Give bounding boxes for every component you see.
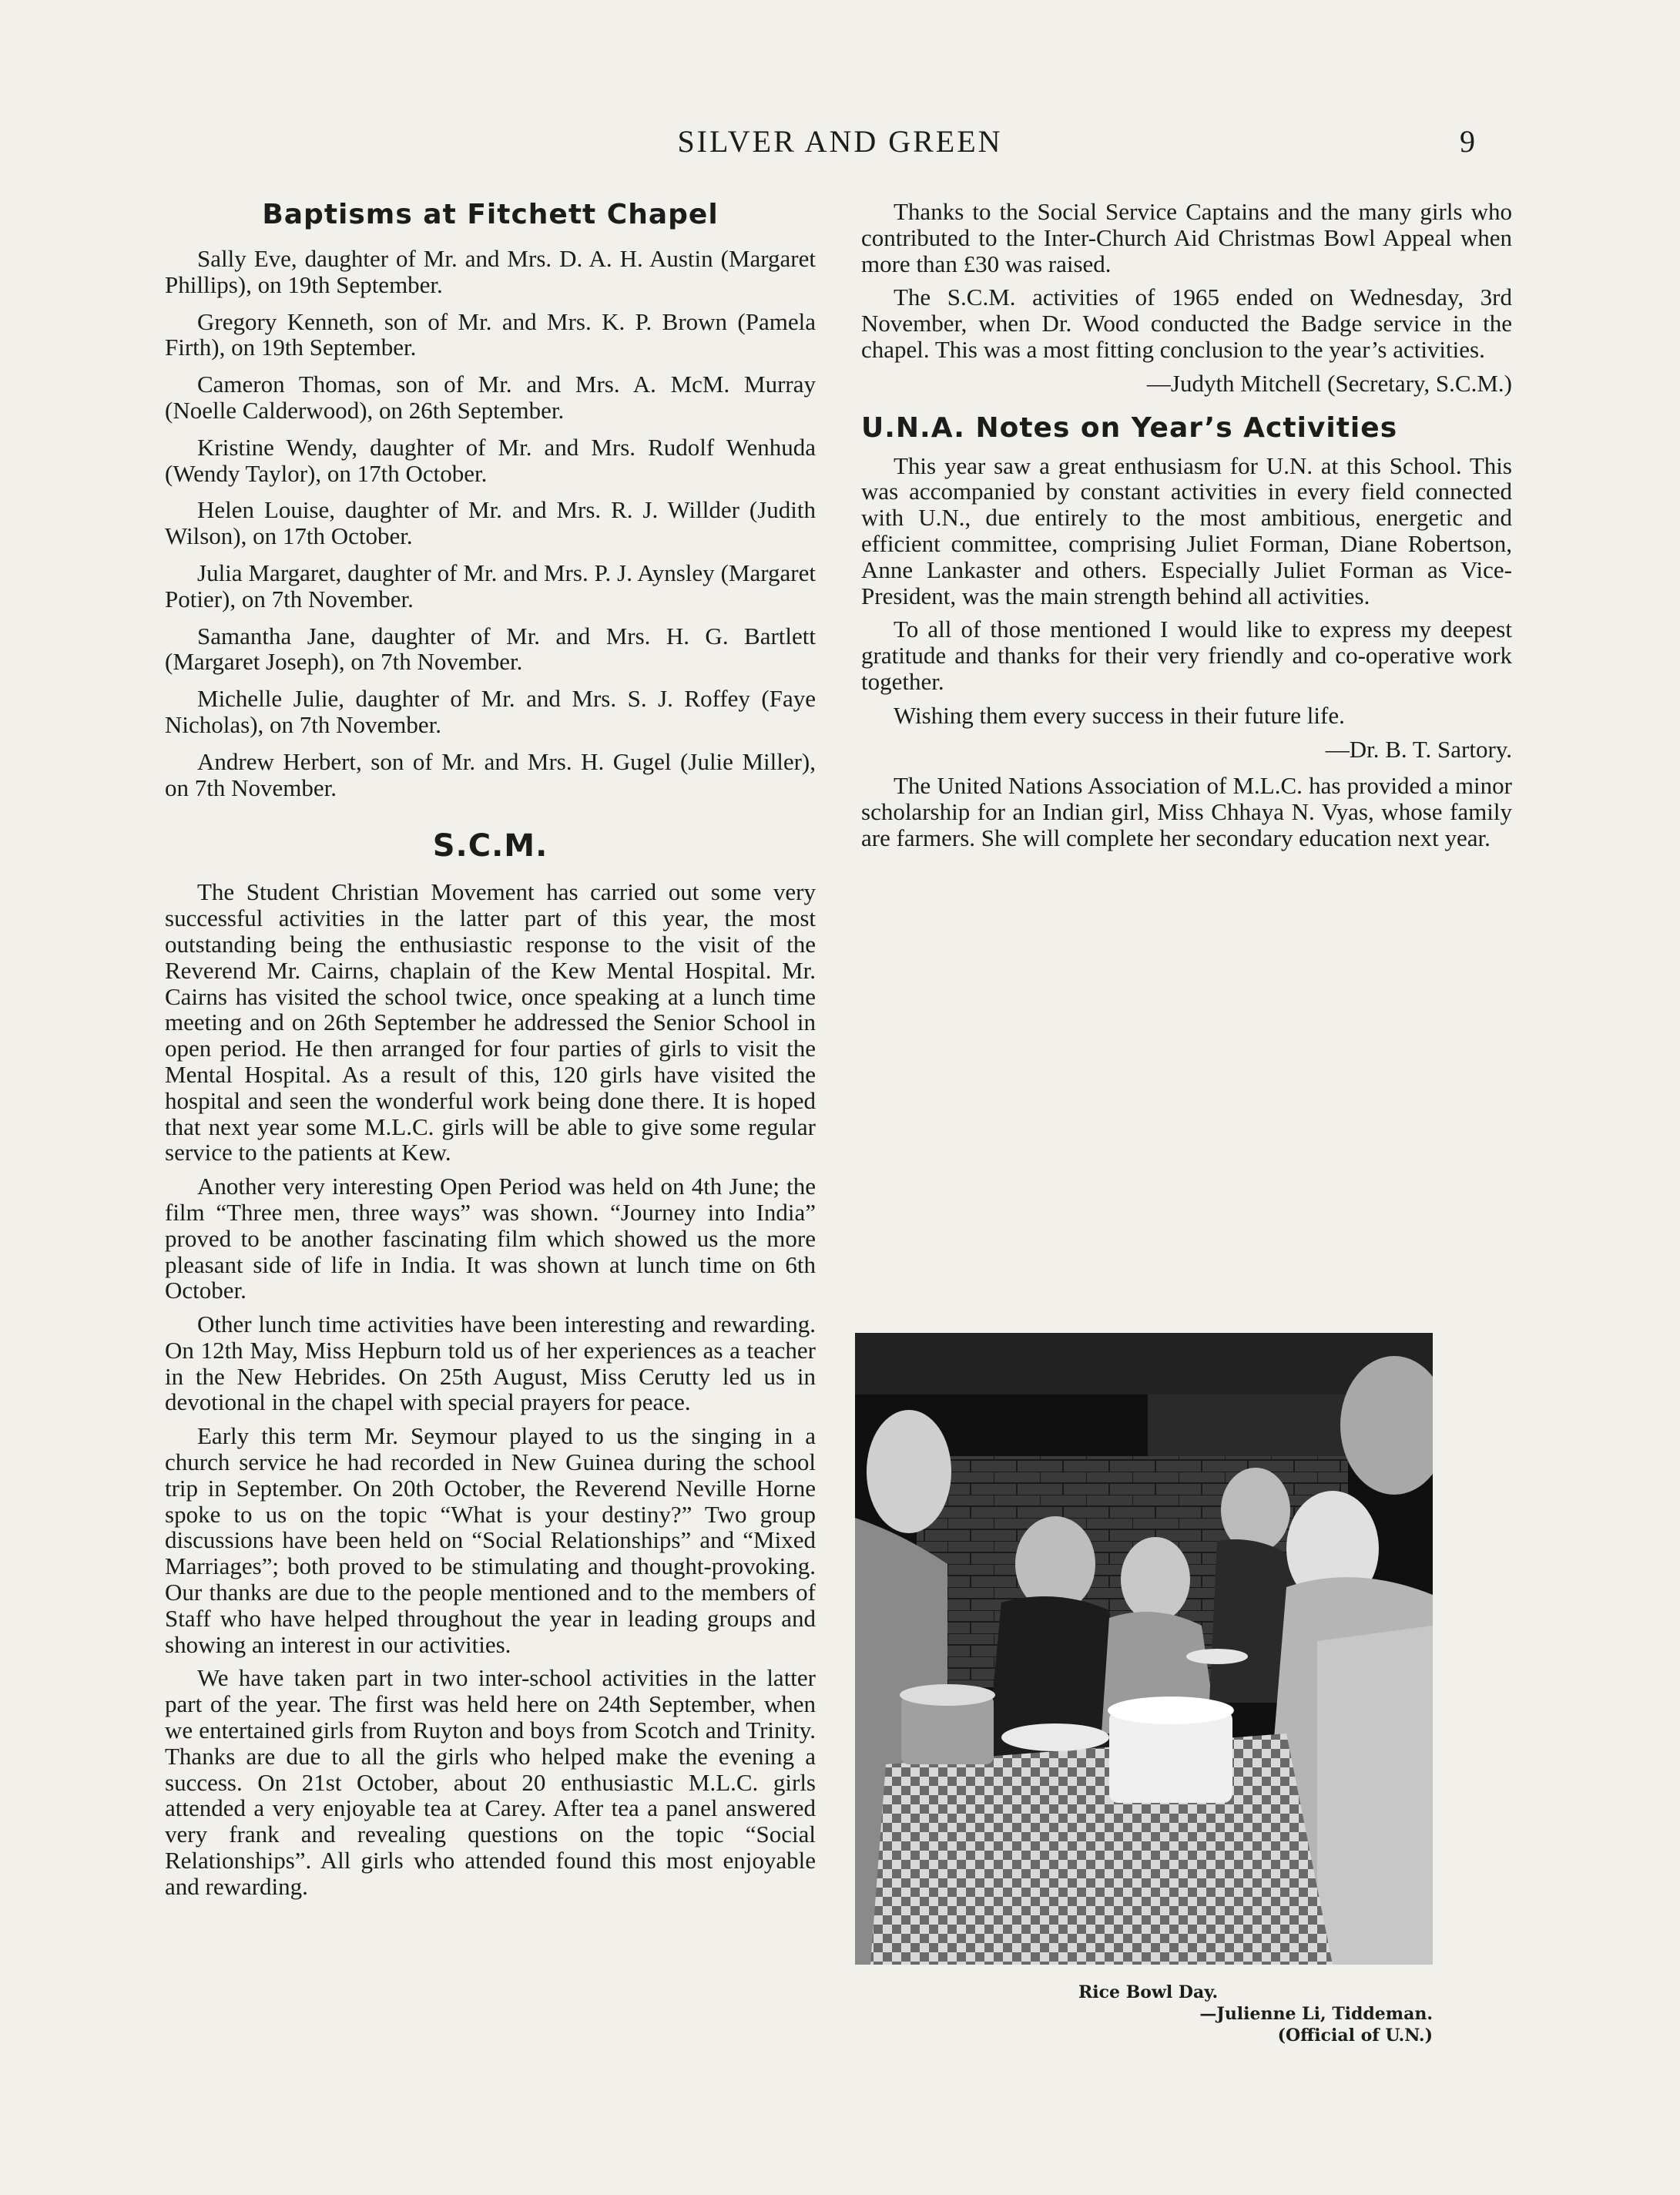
- scm-paragraph: The Student Christian Movement has carried out some very successful activities in the latter part of this year, the most outstanding being the enthusiastic response to the visit of the Reverend Mr. Cairns, chaplain of the Kew Mental Hospital. Mr. Cairns has visited the school twice, once speaking at a lunch time meeting and on 26th September he addressed the Senior School in open period. He then arranged for four parties of girls to visit the Mental Hospital. As a result of this, 120 girls have visited the hospital and seen the wonderful work being done there. It is hoped that next year some M.L.C. girls will be able to give some regular service to the patients at Kew.: [165, 878, 816, 1166]
- rice-bowl-day-photo: [855, 1333, 1433, 1965]
- page-number: 9: [1460, 124, 1475, 159]
- scm-signature: —Judyth Mitchell (Secretary, S.C.M.): [1146, 369, 1512, 397]
- photo-caption: [855, 1982, 1433, 2046]
- una-paragraph: Wishing them every success in their future life.: [894, 701, 1345, 729]
- baptism-entry: Kristine Wendy, daughter of Mr. and Mrs. Rudolf Wenhuda (Wendy Taylor), on 17th October.: [165, 433, 816, 487]
- baptisms-heading: Baptisms at Fitchett Chapel: [262, 199, 719, 230]
- caption-title: Rice Bowl Day.: [1078, 1982, 1219, 2002]
- baptism-entry: Michelle Julie, daughter of Mr. and Mrs. S. J. Roffey (Faye Nicholas), on 7th November.: [165, 685, 816, 738]
- caption-credit: —Julienne Li, Tiddeman.: [1199, 2004, 1433, 2024]
- scm-heading: S.C.M.: [432, 828, 548, 864]
- photo-illustration: [855, 1333, 1433, 1965]
- baptism-entry: Sally Eve, daughter of Mr. and Mrs. D. A. H. Austin (Margaret Phillips), on 19th September.: [165, 245, 816, 298]
- baptism-entry: Gregory Kenneth, son of Mr. and Mrs. K. P. Brown (Pamela Firth), on 19th September.: [165, 307, 816, 361]
- una-signature: —Dr. B. T. Sartory.: [1325, 735, 1512, 763]
- scm-paragraph: Thanks to the Social Service Captains and the many girls who contributed to the Inter-Church Aid Christmas Bowl Appeal when more than £30 was raised.: [861, 198, 1512, 277]
- baptism-entry: Andrew Herbert, son of Mr. and Mrs. H. Gugel (Julie Miller), on 7th November.: [165, 747, 816, 801]
- caption-role: (Official of U.N.): [1277, 2026, 1433, 2046]
- una-paragraph: To all of those mentioned I would like to express my deepest gratitude and thanks for their very friendly and co-operative work together.: [861, 616, 1512, 695]
- left-column: [165, 199, 816, 1908]
- scm-paragraph: Other lunch time activities have been interesting and rewarding. On 12th May, Miss Hepburn told us of her experiences as a teacher in the New Hebrides. On 25th August, Miss Cerutty led us in devotional in the chapel with special prayers for peace.: [165, 1311, 816, 1416]
- scm-paragraph: Early this term Mr. Seymour played to us the singing in a church service he had recorded in New Guinea during the school trip in September. On 20th October, the Reverend Neville Horne spoke to us on the topic “What is your destiny?” Two group discussions have been held on “Social Relationships” and “Mixed Marriages”; both proved to be stimulating and thought-provoking. Our thanks are due to the people mentioned and to the members of Staff who have helped throughout the year in leading groups and showing an interest in our activities.: [165, 1422, 816, 1658]
- una-scholarship-paragraph: The United Nations Association of M.L.C. has provided a minor scholarship for an Indian girl, Miss Chhaya N. Vyas, whose family are farmers. She will complete her secondary education next year.: [861, 772, 1512, 851]
- baptism-entry: Helen Louise, daughter of Mr. and Mrs. R. J. Willder (Judith Wilson), on 17th October.: [165, 496, 816, 550]
- running-title: SILVER AND GREEN: [677, 124, 1003, 159]
- una-heading: U.N.A. Notes on Year’s Activities: [861, 411, 1398, 444]
- baptism-entry: Julia Margaret, daughter of Mr. and Mrs. P. J. Aynsley (Margaret Potier), on 7th November.: [165, 559, 816, 613]
- baptism-entry: Samantha Jane, daughter of Mr. and Mrs. H. G. Bartlett (Margaret Joseph), on 7th November.: [165, 622, 816, 676]
- baptisms-section: [165, 199, 816, 800]
- baptism-entry: Cameron Thomas, son of Mr. and Mrs. A. McM. Murray (Noelle Calderwood), on 26th September.: [165, 371, 816, 424]
- una-paragraph: This year saw a great enthusiasm for U.N. at this School. This was accompanied by constant activities in every field connected with U.N., due entirely to the most ambitious, energetic and efficient committee, comprising Juliet Forman, Diane Robertson, Anne Lankaster and others. Especially Juliet Forman as Vice-President, was the main strength behind all activities.: [861, 451, 1512, 609]
- scm-paragraph: Another very interesting Open Period was held on 4th June; the film “Three men, three ways” was shown. “Journey into India” proved to be another fascinating film which showed us the more pleasant side of life in India. It was shown at lunch time on 6th October.: [165, 1173, 816, 1304]
- scm-paragraph: We have taken part in two inter-school activities in the latter part of the year. The first was held here on 24th September, when we entertained girls from Ruyton and boys from Scotch and Trinity. Thanks are due to all the girls who helped make the evening a success. On 21st October, about 20 enthusiastic M.L.C. girls attended a very enjoyable tea at Carey. After tea a panel answered very frank and revealing questions on the topic “Social Relationships”. All girls who attended found this most enjoyable and rewarding.: [165, 1664, 816, 1900]
- scm-paragraph: The S.C.M. activities of 1965 ended on Wednesday, 3rd November, when Dr. Wood conducted the Badge service in the chapel. This was a most fitting conclusion to the year’s activities.: [861, 284, 1512, 363]
- right-column: [861, 199, 1512, 859]
- scm-section: [165, 828, 816, 1899]
